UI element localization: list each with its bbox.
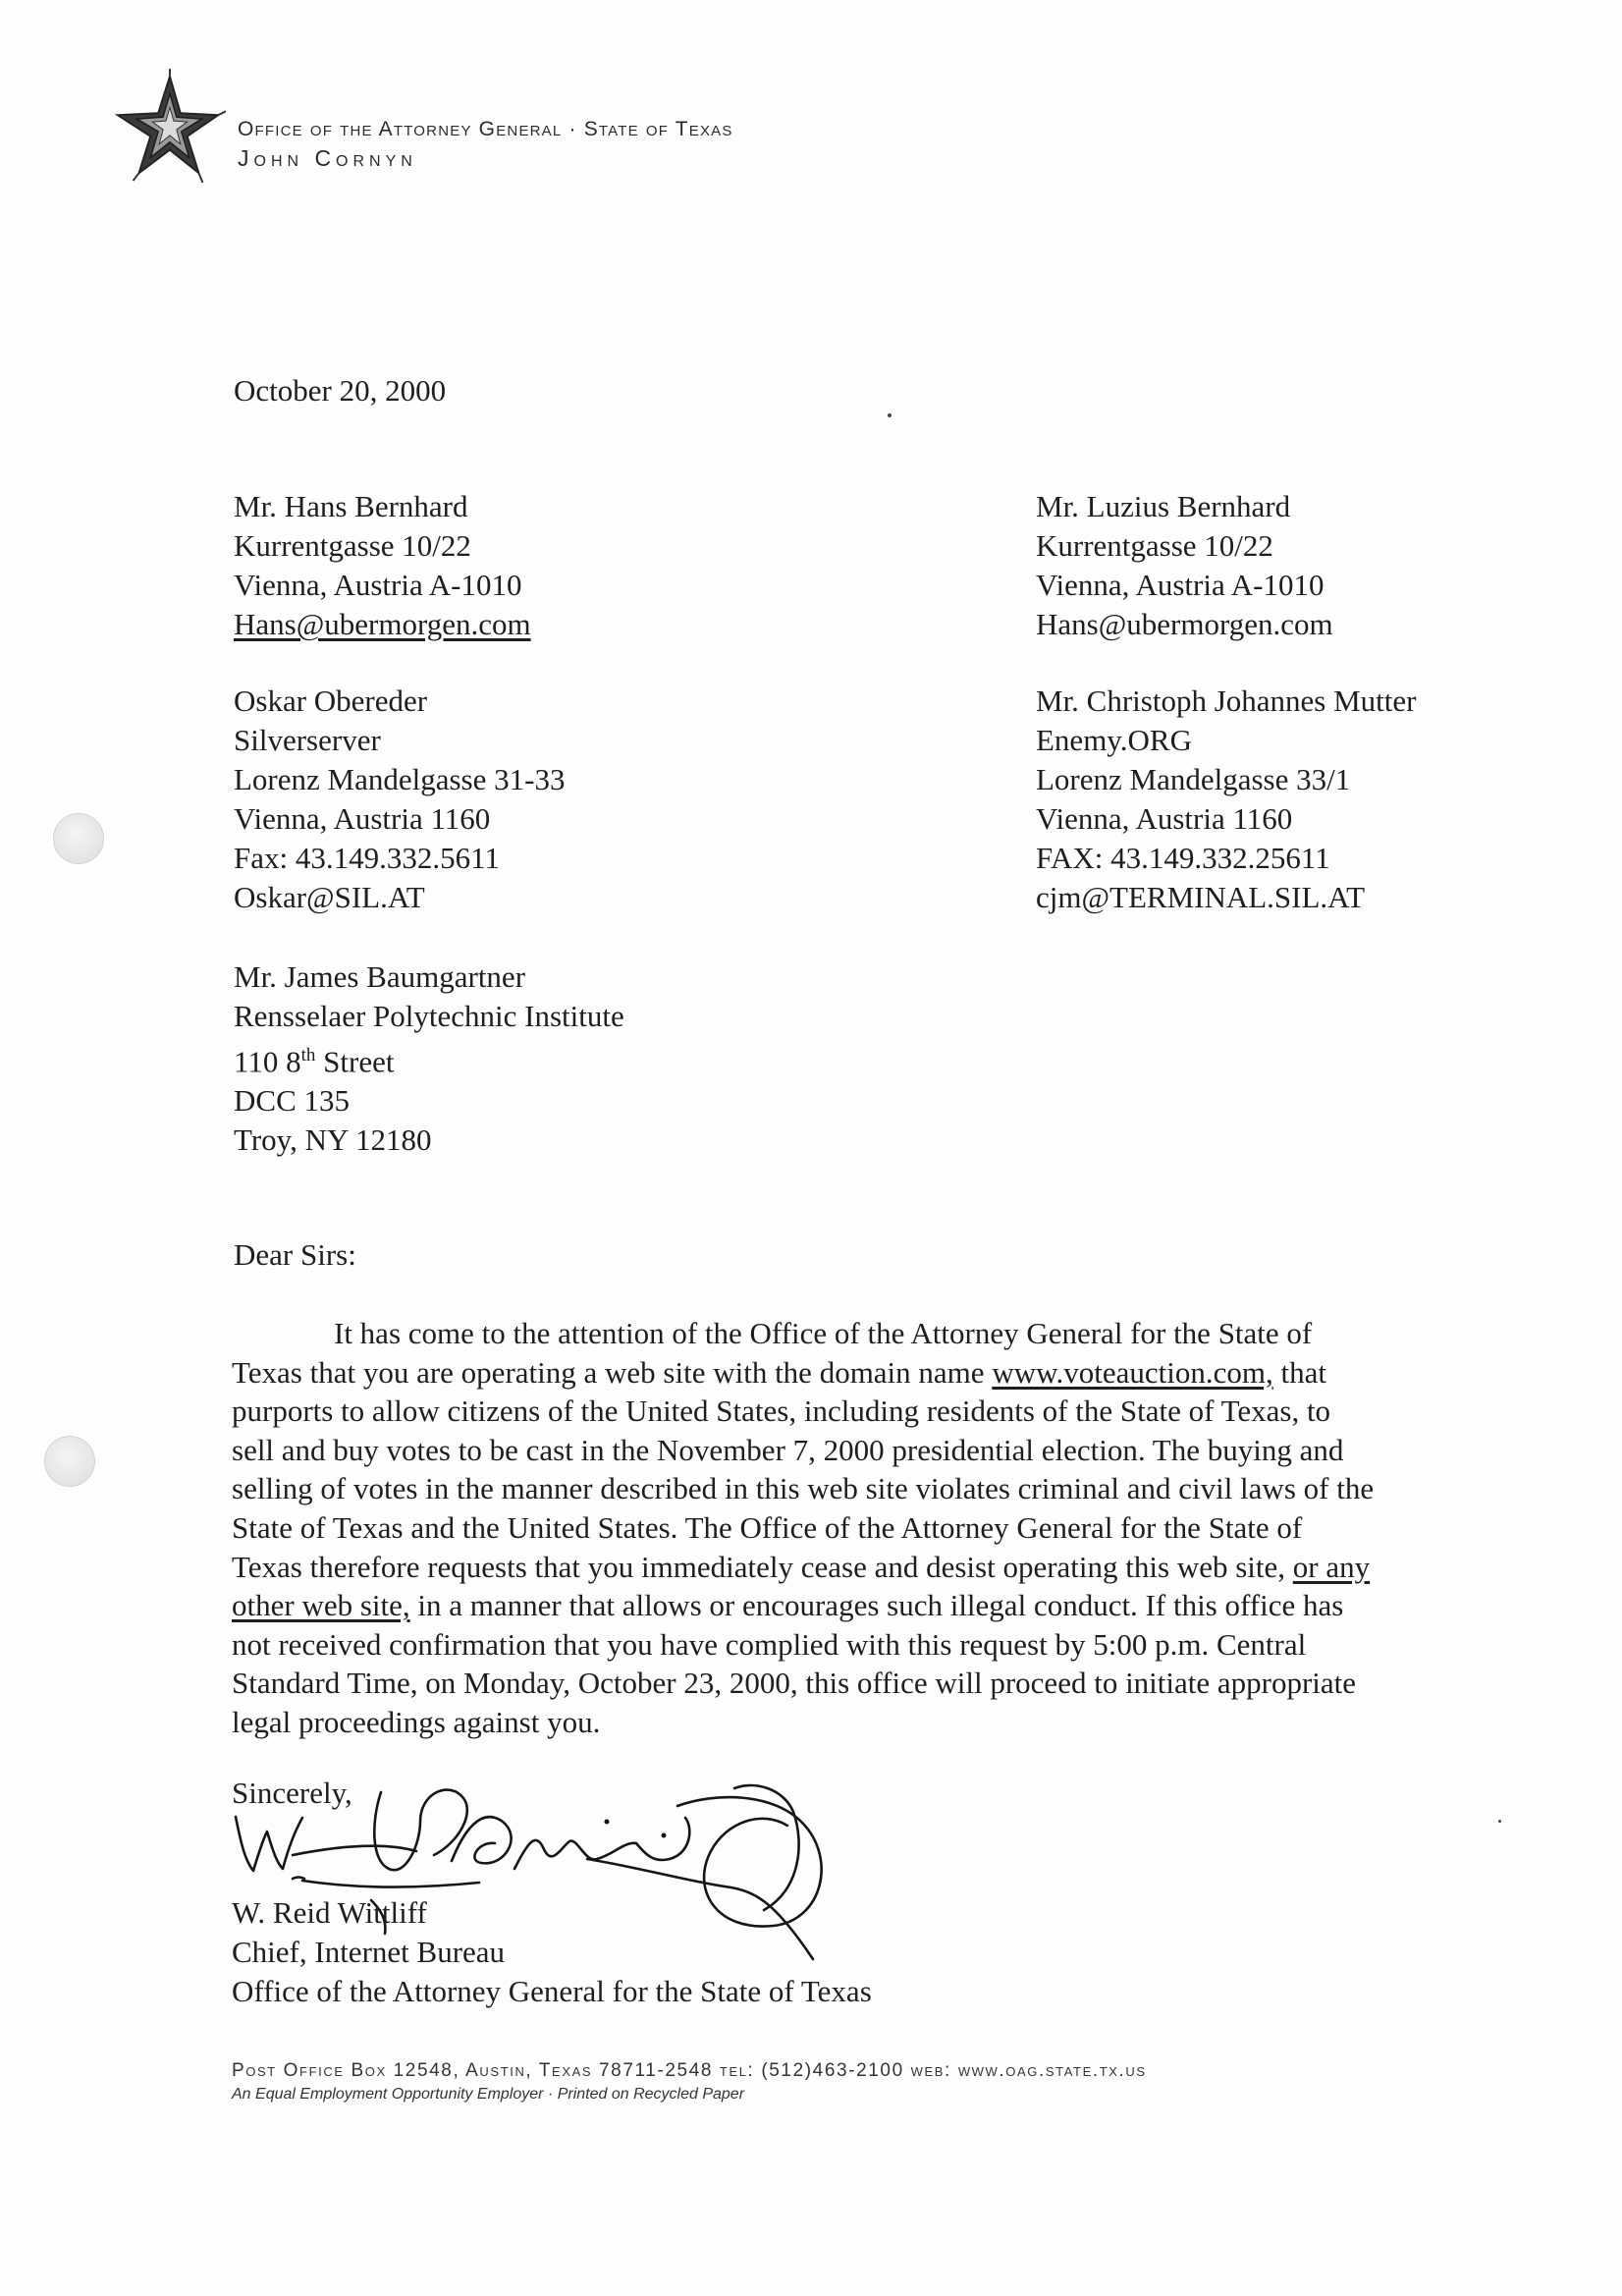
recipient-address-hans-bernhard [234,487,531,644]
address-line: Lorenz Mandelgasse 33/1 [1036,762,1351,796]
address-line [234,1036,624,1081]
address-line: DCC 135 [234,1083,350,1119]
address-line: Kurrentgasse 10/22 [1036,528,1273,563]
address-line: Rensselaer Polytechnic Institute [234,999,624,1033]
address-line: Enemy.ORG [1036,723,1192,757]
underlined-text: or any [1292,1549,1371,1584]
address-line: Hans@ubermorgen.com [1036,607,1333,641]
recipient-address-christoph-mutter [1036,682,1417,917]
body-text: Texas therefore requests that you immediately cease and desist operating this web site, [232,1549,1293,1584]
recipient-address-oskar-obereder [234,682,565,917]
letterhead-attorney-general: John Cornyn [238,145,417,171]
signer-title: Chief, Internet Bureau [232,1935,506,1969]
letter-body [232,1314,1498,1742]
address-line: Kurrentgasse 10/22 [234,528,471,563]
letter-date: October 20, 2000 [234,373,447,408]
signer-name: W. Reid Wittliff [232,1895,427,1930]
address-line: Mr. Luzius Bernhard [1036,489,1291,523]
body-line: selling of votes in the manner described in this web site violates criminal and civil laws of the [232,1471,1375,1506]
address-line: Lorenz Mandelgasse 31-33 [234,762,566,796]
street-name: Street [315,1044,395,1079]
address-line: Mr. Christoph Johannes Mutter [1036,683,1417,718]
address-line: Vienna, Austria A-1010 [234,568,522,602]
website-link[interactable]: www.voteauction.com, [992,1354,1273,1390]
footer-address: Post Office Box 12548, Austin, Texas 78711-2548 tel: (512)463-2100 web: www.oag.state.tx.us [232,2060,1147,2081]
underlined-text: other web site, [232,1588,410,1623]
body-text: in a manner that allows or encourages such illegal conduct. If this office has [409,1588,1344,1623]
body-text: Texas that you are operating a web site with the domain name [232,1354,993,1390]
address-line: Vienna, Austria A-1010 [1036,568,1325,602]
address-line: Fax: 43.149.332.5611 [234,841,500,875]
body-line [232,1586,1498,1625]
signer-block [232,1893,872,2011]
punch-hole [44,1436,95,1487]
signer-office: Office of the Attorney General for the State of Texas [232,1974,872,2008]
address-line: Oskar@SIL.AT [234,880,425,914]
footer-tagline: An Equal Employment Opportunity Employer · Printed on Recycled Paper [232,2086,745,2103]
address-line: FAX: 43.149.332.25611 [1036,841,1330,875]
scan-speck [888,413,892,417]
address-line: Mr. James Baumgartner [234,959,526,994]
body-line: Standard Time, on Monday, October 23, 2000, this office will proceed to initiate appropriate [232,1666,1357,1701]
closing: Sincerely, [232,1776,352,1810]
address-line: Mr. Hans Bernhard [234,489,468,523]
punch-hole [53,813,104,864]
body-text: that [1272,1354,1326,1390]
recipient-address-james-baumgartner [234,957,624,1160]
address-line: Troy, NY 12180 [234,1122,432,1158]
body-line: not received confirmation that you have complied with this request by 5:00 p.m. Central [232,1626,1307,1662]
address-line: Oskar Obereder [234,683,428,718]
scan-speck [1498,1820,1501,1823]
body-line: legal proceedings against you. [232,1704,601,1739]
recipient-address-luzius-bernhard [1036,487,1333,644]
address-line: Vienna, Austria 1160 [1036,801,1293,836]
letterhead-office: Office of the Attorney General · State of Texas [238,118,733,140]
email-link[interactable]: Hans@ubermorgen.com [234,607,531,641]
address-line: Vienna, Austria 1160 [234,801,491,836]
body-line: It has come to the attention of the Office of the Attorney General for the State of [334,1316,1313,1350]
letterhead [110,69,895,196]
salutation: Dear Sirs: [234,1237,356,1272]
body-line: State of Texas and the United States. The Office of the Attorney General for the State of [232,1509,1303,1545]
letter-footer [232,2060,1147,2104]
street-number: 110 8 [234,1044,301,1079]
texas-star-seal-icon [110,69,226,185]
address-line: Silverserver [234,723,381,757]
ordinal-suffix: th [300,1045,316,1066]
body-line [232,1548,1498,1587]
body-line [232,1353,1498,1393]
body-line: purports to allow citizens of the United States, including residents of the State of Texas, to [232,1394,1331,1429]
body-line: sell and buy votes to be cast in the November 7, 2000 presidential election. The buying and [232,1432,1344,1467]
address-line: cjm@TERMINAL.SIL.AT [1036,880,1366,914]
